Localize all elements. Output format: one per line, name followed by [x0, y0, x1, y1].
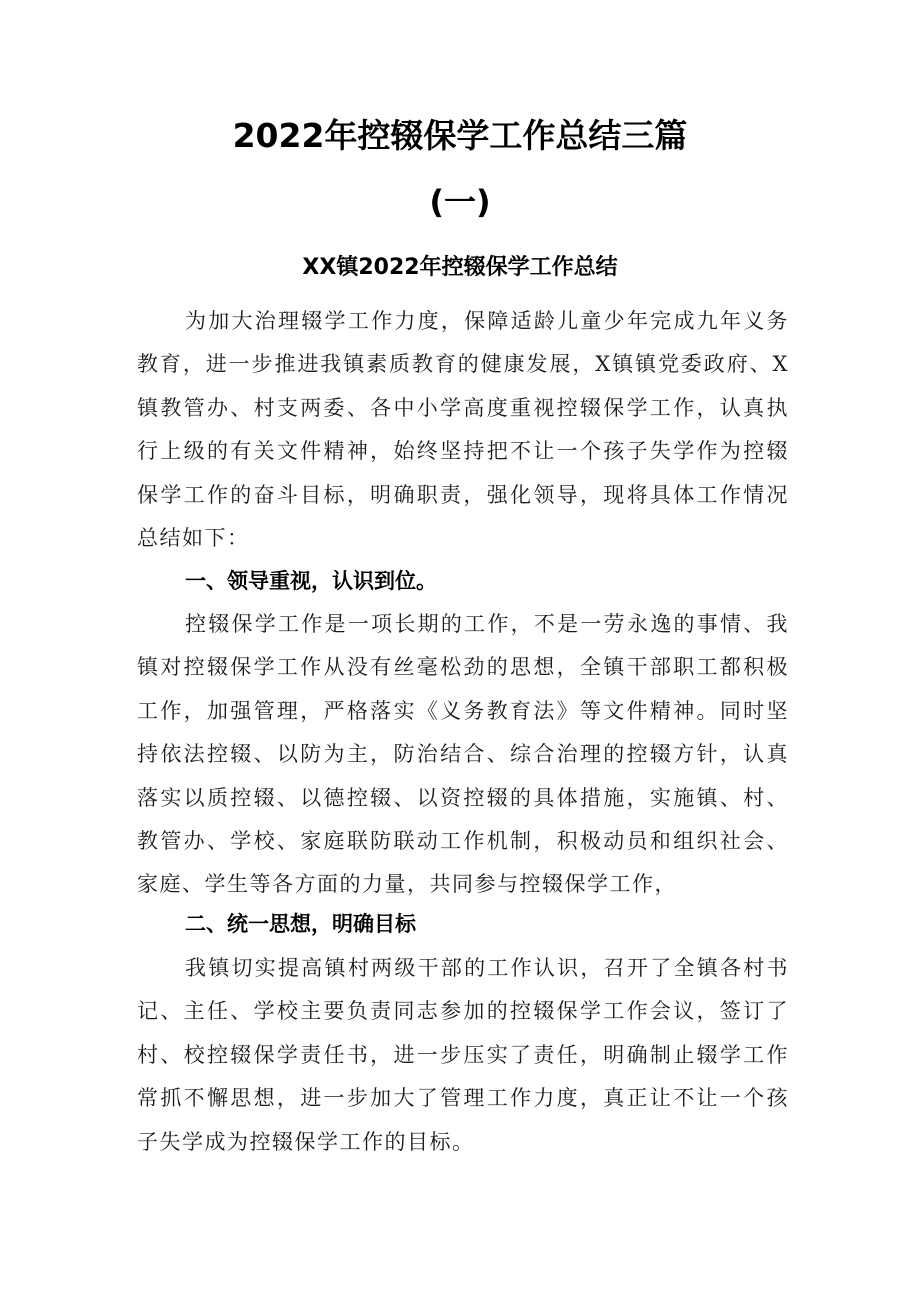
document-title: 2022年控辍保学工作总结三篇 — [232, 116, 688, 155]
part-label: (一) — [429, 183, 491, 221]
section-subtitle: XX镇2022年控辍保学工作总结 — [302, 255, 618, 280]
section-body-1: 控辍保学工作是一项长期的工作，不是一劳永逸的事情、我镇对控辍保学工作从没有丝毫松劲的思想，全镇干部职工都积极工作，加强管理，严格落实《义务教育法》等文件精神。同时坚持依法控辍、以防为主，防治结合、综合治理的控辍方针，认真落实以质控辍、以德控辍、以资控辍的具体措施，实施镇、村、教管办、学校、家庭联防联动工作机制，积极动员和组织社会、家庭、学生等各方面的力量，共同参与控辍保学工作， — [137, 612, 789, 897]
intro-paragraph: 为加大治理辍学工作力度，保障适龄儿童少年完成九年义务教育，进一步推进我镇素质教育的健康发展，X镇镇党委政府、X镇教管办、村支两委、各中小学高度重视控辍保学工作，认真执行上级的有关文件精神，始终坚持把不让一个孩子失学作为控辍保学工作的奋斗目标，明确职责，强化领导，现将具体工作情况总结如下： — [137, 309, 789, 551]
section-body-2: 我镇切实提高镇村两级干部的工作认识，召开了全镇各村书记、主任、学校主要负责同志参加的控辍保学工作会议，签订了村、校控辍保学责任书，进一步压实了责任，明确制止辍学工作常抓不懈思想，进一步加大了管理工作力度，真正让不让一个孩子失学成为控辍保学工作的目标。 — [137, 956, 789, 1154]
section-heading-2: 二、统一思想，明确目标 — [185, 912, 416, 936]
section-heading-1: 一、领导重视，认识到位。 — [185, 569, 437, 593]
